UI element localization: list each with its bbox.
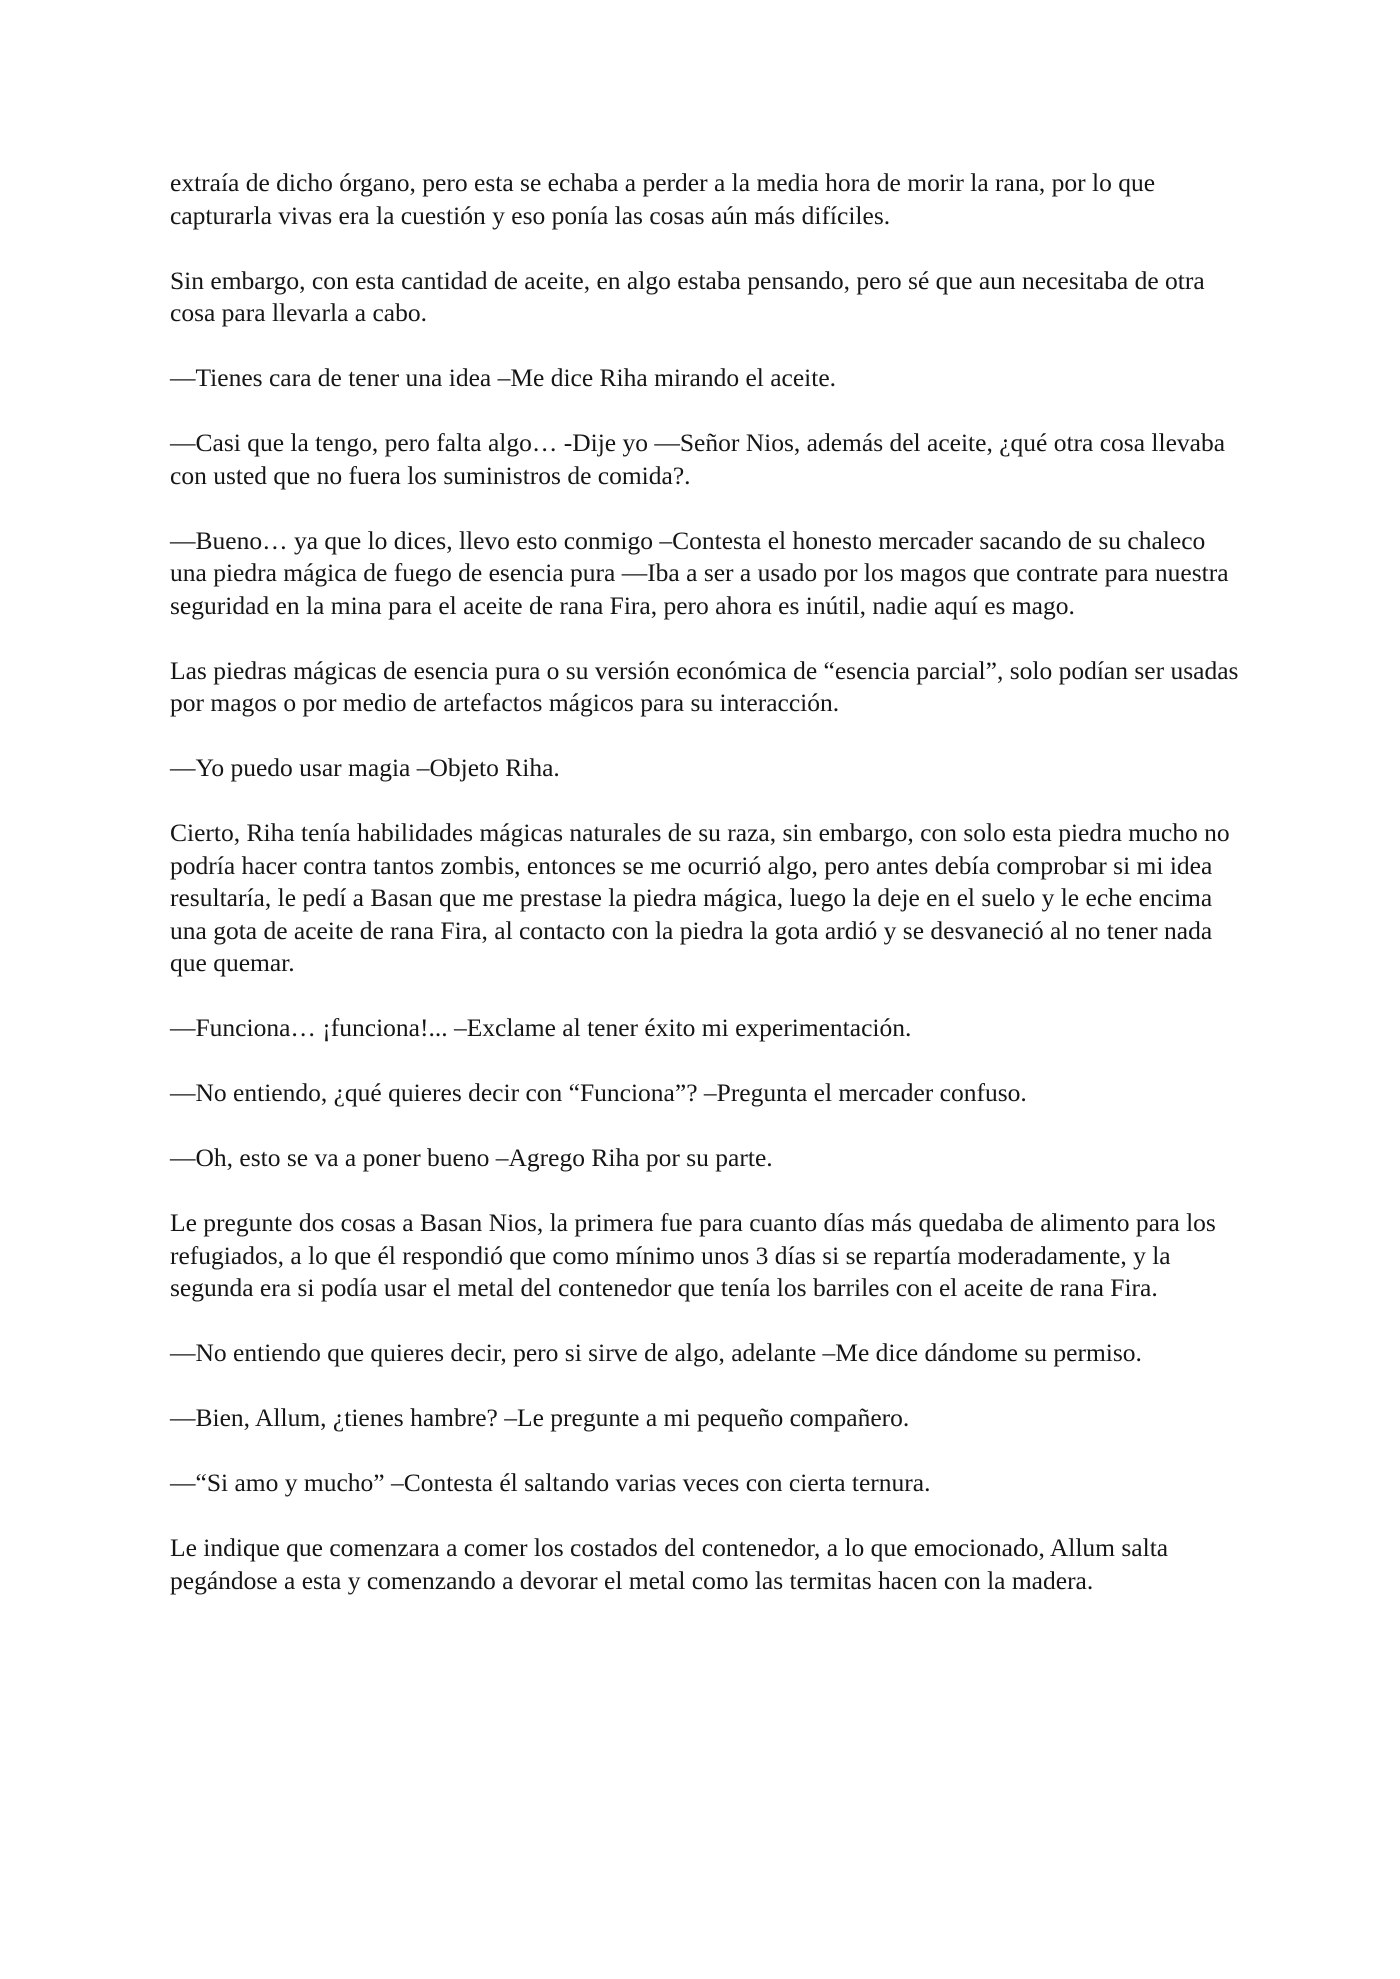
paragraph: extraía de dicho órgano, pero esta se echaba a perder a la media hora de morir la rana, por lo que capturarla vivas era la cuestión y eso ponía las cosas aún más difíciles. <box>170 168 1156 230</box>
paragraph: —“Si amo y mucho” –Contesta él saltando varias veces con cierta ternura. <box>170 1468 931 1497</box>
paragraph: —Funciona… ¡funciona!... –Exclame al tener éxito mi experimentación. <box>170 1013 912 1042</box>
paragraph: Le pregunte dos cosas a Basan Nios, la primera fue para cuanto días más quedaba de alimento para los refugiados, a lo que él respondió que como mínimo unos 3 días si se repartía moderadamente, y la segunda era si podía usar el metal del contenedor que tenía los barriles con el aceite de rana Fira. <box>170 1208 1216 1302</box>
paragraph: —No entiendo, ¿qué quieres decir con “Funciona”? –Pregunta el mercader confuso. <box>170 1078 1027 1107</box>
paragraph: Cierto, Riha tenía habilidades mágicas naturales de su raza, sin embargo, con solo esta piedra mucho no podría hacer contra tantos zombis, entonces se me ocurrió algo, pero antes debía comprobar si mi idea resultaría, le pedí a Basan que me prestase la piedra mágica, luego la deje en el suelo y le eche encima una gota de aceite de rana Fira, al contacto con la piedra la gota ardió y se desvaneció al no tener nada que quemar. <box>170 818 1230 977</box>
paragraph: —Casi que la tengo, pero falta algo… -Dije yo —Señor Nios, además del aceite, ¿qué otra cosa llevaba con usted que no fuera los suministros de comida?. <box>170 428 1226 490</box>
paragraph: —Bueno… ya que lo dices, llevo esto conmigo –Contesta el honesto mercader sacando de su chaleco una piedra mágica de fuego de esencia pura —Iba a ser a usado por los magos que contrate para nuestra seguridad en la mina para el aceite de rana Fira, pero ahora es inútil, nadie aquí es mago. <box>170 525 1229 620</box>
paragraph: Las piedras mágicas de esencia pura o su versión económica de “esencia parcial”, solo podían ser usadas por magos o por medio de artefactos mágicos para su interacción. <box>170 655 1239 717</box>
paragraph: Le indique que comenzara a comer los costados del contenedor, a lo que emocionado, Allum salta pegándose a esta y comenzando a devorar el metal como las termitas hacen con la madera. <box>170 1533 1169 1595</box>
paragraph: —Yo puedo usar magia –Objeto Riha. <box>170 753 560 782</box>
document-body <box>170 167 1240 1630</box>
paragraph: —Bien, Allum, ¿tienes hambre? –Le pregunte a mi pequeño compañero. <box>170 1403 910 1432</box>
paragraph: —Oh, esto se va a poner bueno –Agrego Riha por su parte. <box>170 1143 773 1172</box>
paragraph: Sin embargo, con esta cantidad de aceite, en algo estaba pensando, pero sé que aun necesitaba de otra cosa para llevarla a cabo. <box>170 265 1205 327</box>
paragraph: —No entiendo que quieres decir, pero si sirve de algo, adelante –Me dice dándome su permiso. <box>170 1338 1142 1367</box>
paragraph: —Tienes cara de tener una idea –Me dice Riha mirando el aceite. <box>170 363 837 392</box>
